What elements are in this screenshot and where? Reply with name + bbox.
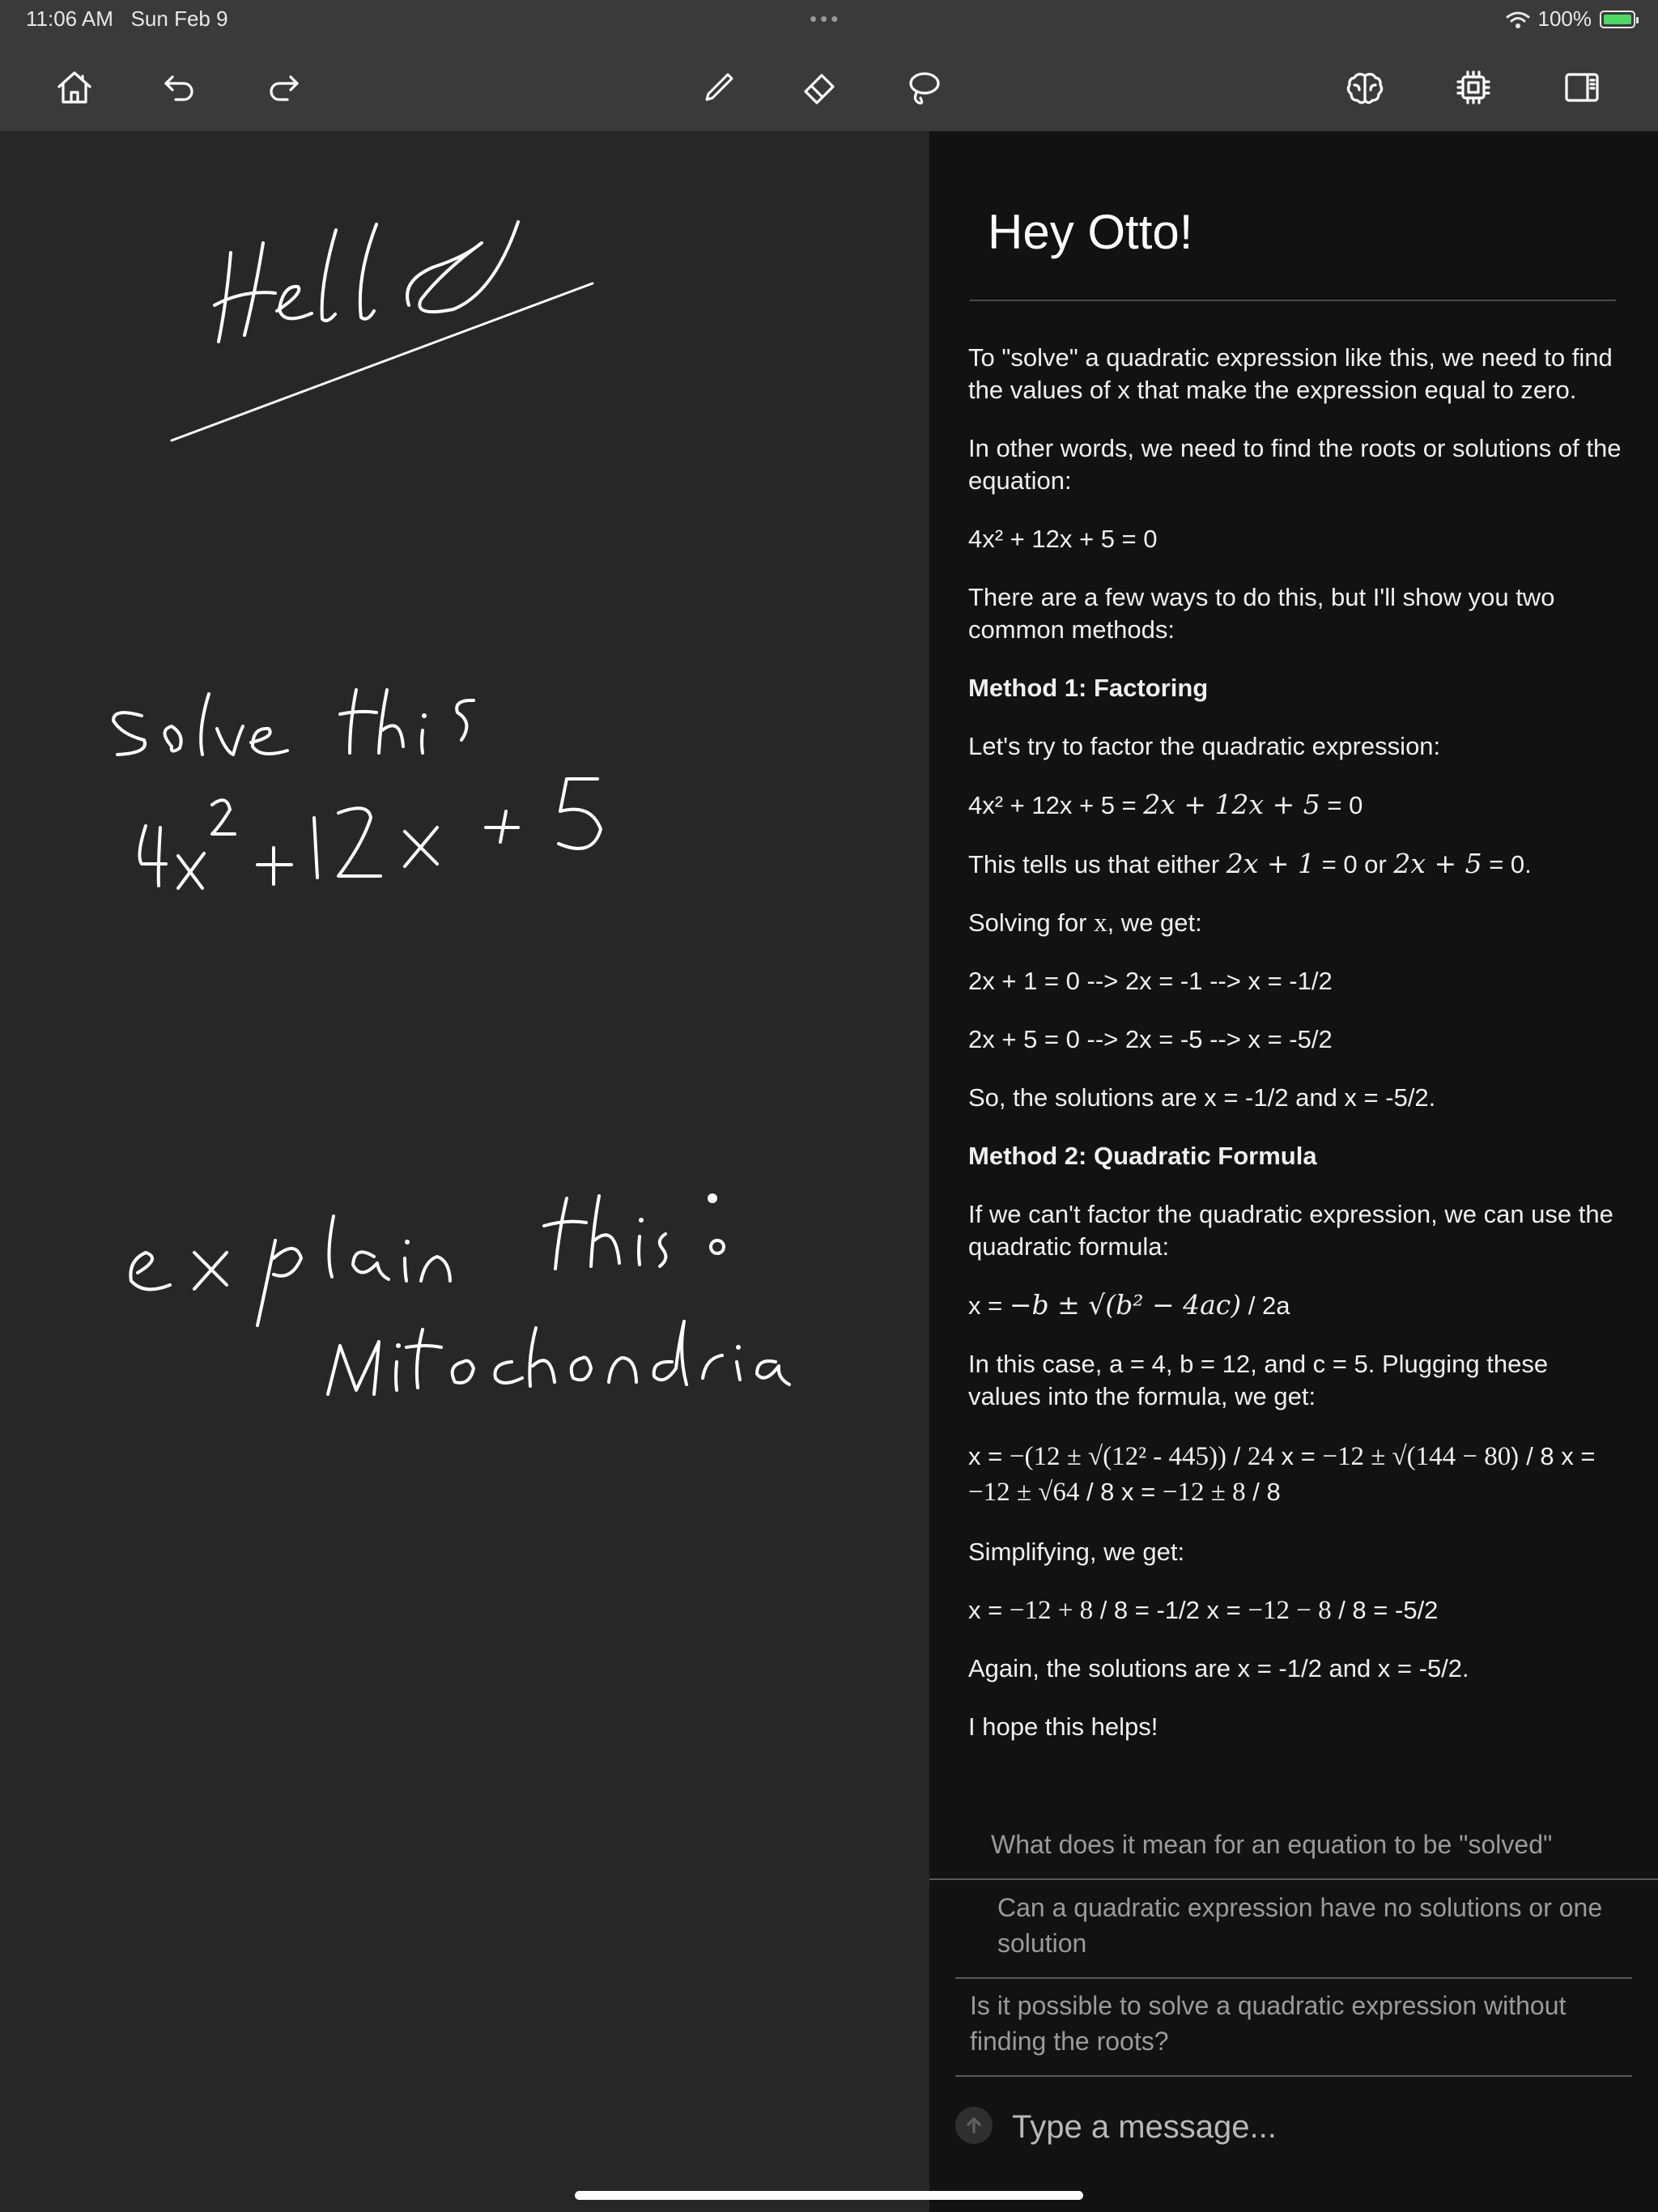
- chip-icon: [1452, 66, 1495, 109]
- undo-icon: [158, 66, 202, 109]
- suggestion-divider: [955, 2075, 1632, 2077]
- response-paragraph: Simplifying, we get:: [968, 1538, 1185, 1566]
- ink-expression: [139, 779, 601, 888]
- response-paragraph: There are a few ways to do this, but I'll show you two common methods:: [968, 583, 1555, 644]
- wifi-icon: [1506, 10, 1530, 29]
- handwriting-layer: [0, 131, 929, 2212]
- lasso-icon: [901, 66, 945, 109]
- undo-button[interactable]: [155, 63, 204, 112]
- arrow-up-icon: [963, 2115, 984, 2136]
- response-paragraph: Again, the solutions are x = -1/2 and x = -5/2.: [968, 1654, 1469, 1682]
- ai-assistant-button[interactable]: [1341, 63, 1389, 112]
- status-indicators: [1506, 6, 1636, 32]
- message-composer: [955, 2097, 1635, 2155]
- pen-icon: [697, 66, 741, 109]
- response-equation: 2x + 5 = 0 --> 2x = -5 --> x = -5/2: [968, 1025, 1333, 1053]
- method-2-heading: Method 2: Quadratic Formula: [968, 1142, 1317, 1170]
- send-button[interactable]: [955, 2107, 993, 2144]
- method-1-heading: Method 1: Factoring: [968, 674, 1209, 702]
- pen-tool-button[interactable]: [695, 63, 743, 112]
- ink-explain-this: [130, 1193, 724, 1325]
- model-chip-button[interactable]: [1449, 63, 1498, 112]
- multitasking-dots[interactable]: •••: [810, 6, 842, 31]
- battery-percent: 100%: [1537, 6, 1592, 31]
- ink-hello: [172, 222, 593, 440]
- message-input[interactable]: [1010, 2102, 1629, 2152]
- lasso-tool-button[interactable]: [899, 63, 947, 112]
- response-paragraph: To "solve" a quadratic expression like this, we need to find the values of x that make the expression equal to zero.: [968, 343, 1613, 404]
- sidebar-icon: [1560, 66, 1604, 109]
- response-paragraph: Let's try to factor the quadratic expression:: [968, 732, 1441, 760]
- ink-mitochondria: [328, 1321, 789, 1394]
- response-equation: x = −(12 ± √(12² - 445)) / 24 x = −12 ± √(144 − 80) / 8 x = −12 ± √64 / 8 x = −12 ± 8 / 8: [968, 1442, 1596, 1507]
- response-equation: 4x² + 12x + 5 = 0: [968, 525, 1158, 553]
- home-indicator[interactable]: [575, 2191, 1083, 2200]
- home-icon: [53, 66, 96, 109]
- response-paragraph: So, the solutions are x = -1/2 and x = -5/2.: [968, 1083, 1436, 1112]
- sidebar-toggle-button[interactable]: [1558, 63, 1606, 112]
- assistant-response: [968, 342, 1624, 1769]
- eraser-icon: [797, 66, 841, 109]
- response-equation: x = −12 + 8 / 8 = -1/2 x = −12 − 8 / 8 = -5/2: [968, 1596, 1439, 1625]
- response-paragraph: If we can't factor the quadratic expression, we can use the quadratic formula:: [968, 1200, 1613, 1261]
- eraser-tool-button[interactable]: [795, 63, 844, 112]
- response-paragraph: In this case, a = 4, b = 12, and c = 5. Plugging these values into the formula, we get:: [968, 1350, 1549, 1410]
- response-equation: x = −b ± √(b² − 4ac) / 2a: [968, 1289, 1290, 1321]
- status-bar: [0, 0, 1658, 39]
- suggestion-divider: [955, 1977, 1632, 1979]
- toolbar: [0, 39, 1658, 131]
- suggestion-chip[interactable]: What does it mean for an equation to be "solved": [991, 1830, 1553, 1859]
- redo-icon: [261, 66, 305, 109]
- ink-solve-this: [113, 690, 474, 755]
- response-equation: 2x + 1 = 0 --> 2x = -1 --> x = -1/2: [968, 967, 1333, 995]
- status-time-date: 11:06 AM Sun Feb 9: [26, 6, 228, 31]
- suggestion-chip[interactable]: Can a quadratic expression have no solutions or one solution: [997, 1893, 1603, 1958]
- brain-icon: [1343, 66, 1387, 109]
- response-paragraph: In other words, we need to find the roots or solutions of the equation:: [968, 434, 1622, 495]
- home-button[interactable]: [50, 63, 99, 112]
- response-paragraph: This tells us that either 2x + 1 = 0 or 2x + 5 = 0.: [968, 848, 1532, 879]
- redo-button[interactable]: [259, 63, 308, 112]
- greeting-title: Hey Otto!: [988, 205, 1193, 259]
- response-paragraph: I hope this helps!: [968, 1712, 1158, 1741]
- suggestion-chip[interactable]: Is it possible to solve a quadratic expression without finding the roots?: [970, 1991, 1567, 2056]
- response-equation: 4x² + 12x + 5 = 2x + 12x + 5 = 0: [968, 789, 1363, 820]
- drawing-canvas[interactable]: [0, 131, 929, 2212]
- suggestion-divider: [929, 1878, 1658, 1880]
- battery-icon: [1600, 11, 1635, 28]
- header-divider: [970, 300, 1616, 301]
- response-paragraph: Solving for x, we get:: [968, 908, 1202, 938]
